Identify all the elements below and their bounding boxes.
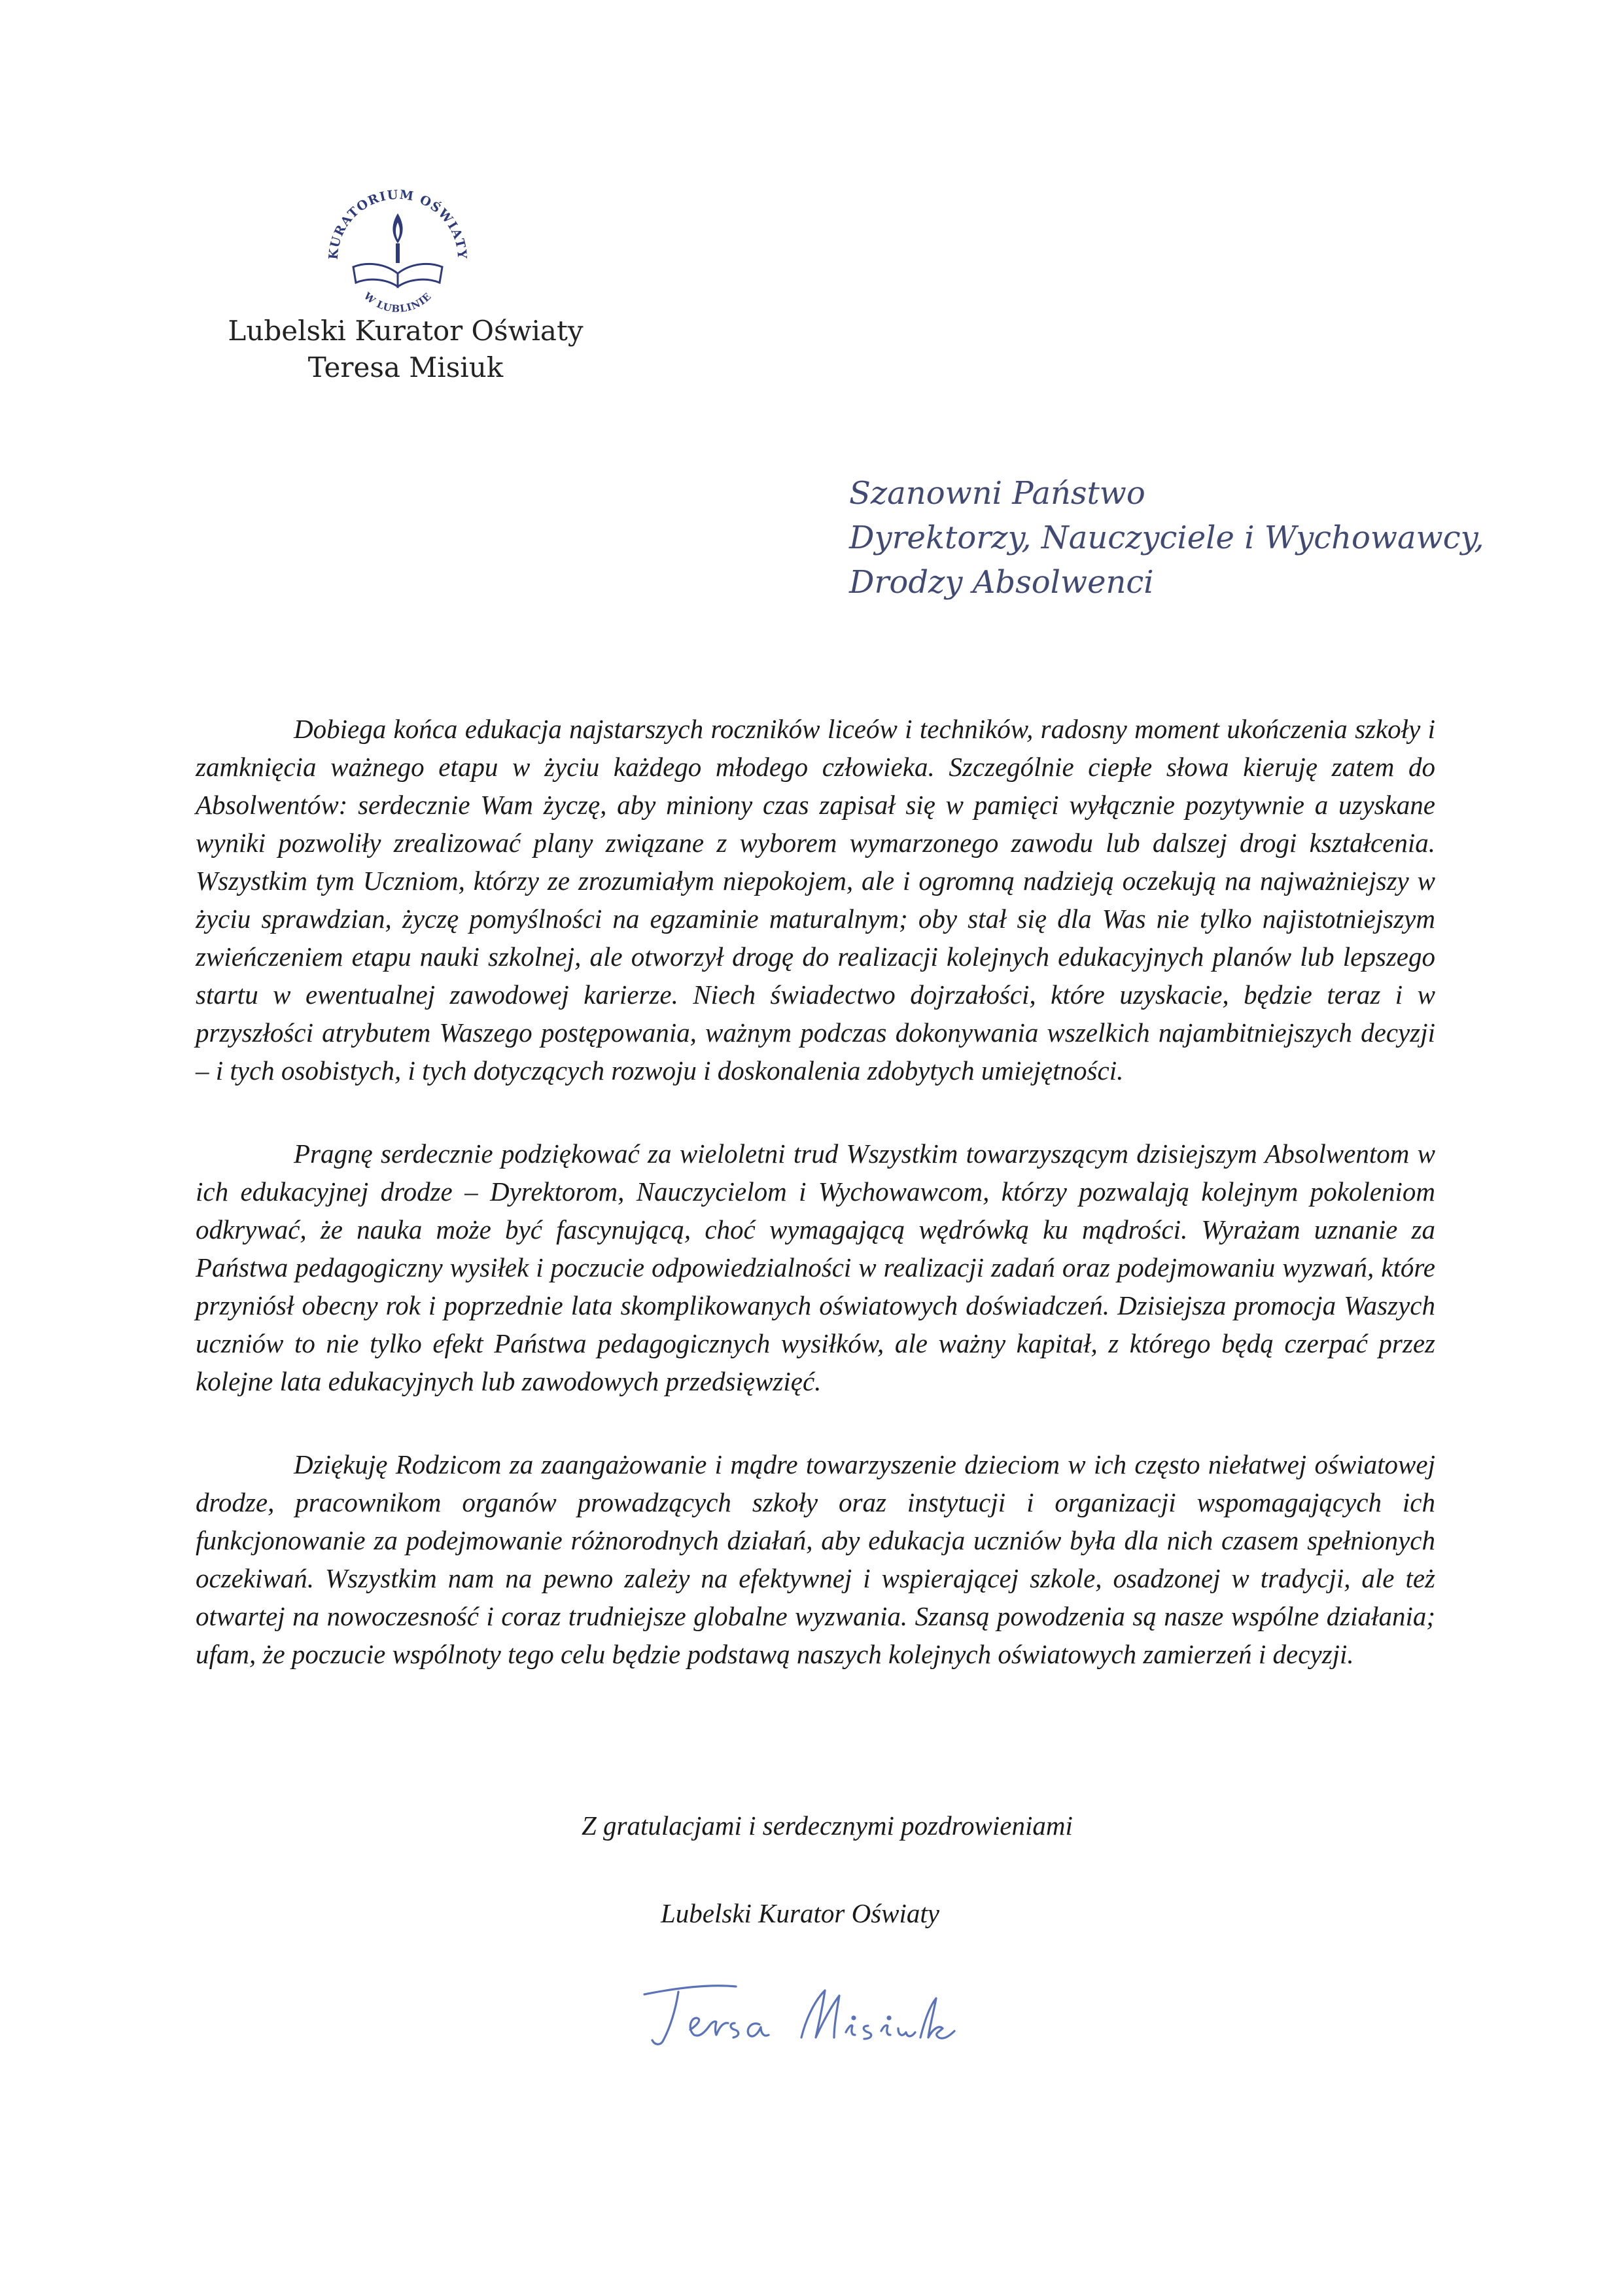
closing-greeting: Z gratulacjami i serdecznymi pozdrowieniami (582, 1810, 1073, 1841)
salutation-line-1: Szanowni Państwo (849, 475, 1145, 512)
body-paragraph-3: Dziękuję Rodzicom za zaangażowanie i mądre towarzyszenie dzieciom w ich często niełatwej oświatowej drodze, pracownikom organów prowadzących szkoły oraz instytucji i organizacji wspomagających ich funkcjonowanie za podejmowanie różnorodnych działań, aby edukacja uczniów była dla nich czasem spełnionych oczekiwań. Wszystkim nam na pewno zależy na efektywnej i wspierającej szkole, osadzonej w tradycji, ale też otwartej na nowoczesność i coraz trudniejsze globalne wyzwania. Szansą powodzenia są nasze wspólne działania; ufam, że poczucie wspólnoty tego celu będzie podstawą naszych kolejnych oświatowych zamierzeń i decyzji. (196, 1449, 1435, 1669)
body-paragraph-2: Pragnę serdecznie podziękować za wieloletni trud Wszystkim towarzyszącym dzisiejszym Absolwentom w ich edukacyjnej drodze – Dyrektorom, Nauczycielom i Wychowawcom, którzy pozwalają kolejnym pokoleniom odkrywać, że nauka może być fascynującą, choć wymagającą wędrówką ku mądrości. Wyrażam uznanie za Państwa pedagogiczny wysiłek i poczucie odpowiedzialności w realizacji zadań oraz podejmowaniu wyzwań, które przyniósł obecny rok i poprzednie lata skomplikowanych oświatowych doświadczeń. Dzisiejsza promocja Waszych uczniów to nie tylko efekt Państwa pedagogicznych wysiłków, ale ważny kapitał, z którego będą czerpać przez kolejne lata edukacyjnych lub zawodowych przedsięwzięć. (196, 1139, 1435, 1396)
kuratorium-logo (319, 175, 476, 332)
letter-body (196, 710, 1435, 1718)
body-paragraph-1: Dobiega końca edukacja najstarszych roczników liceów i techników, radosny moment ukończenia szkoły i zamknięcia ważnego etapu w życiu każdego młodego człowieka. Szczególnie ciepłe słowa kieruję zatem do Absolwentów: serdecznie Wam życzę, aby miniony czas zapisał się w pamięci wyłącznie pozytywnie a uzyskane wyniki pozwoliły zrealizować plany związane z wyborem wymarzonego zawodu lub dalszej drogi kształcenia. Wszystkim tym Uczniom, którzy ze zrozumiałym niepokojem, ale i ogromną nadzieją oczekują na najważniejszy w życiu sprawdzian, życzę pomyślności na egzaminie maturalnym; oby stał się dla Was nie tylko najistotniejszym zwieńczeniem etapu nauki szkolnej, ale otworzył drogę do realizacji kolejnych edukacyjnych planów lub lepszego startu w ewentualnej zawodowej karierze. Niech świadectwo dojrzałości, które uzyskacie, będzie teraz i w przyszłości atrybutem Waszego postępowania, ważnym podczas dokonywania wszelkich najambitniejszych decyzji – i tych osobistych, i tych dotyczących rozwoju i doskonalenia zdobytych umiejętności. (196, 714, 1435, 1086)
sender-name: Teresa Misiuk (307, 351, 504, 383)
handwritten-signature (638, 1969, 978, 2061)
logo-bottom-text: W LUBLINIE (361, 290, 434, 315)
closing-title: Lubelski Kurator Oświaty (661, 1898, 939, 1928)
open-book-icon (353, 264, 442, 287)
logo-top-text: KURATORIUM OŚWIATY (326, 187, 470, 260)
flame-icon (393, 213, 402, 263)
salutation-line-2: Dyrektorzy, Nauczyciele i Wychowawcy, (849, 520, 1484, 556)
salutation-line-3: Drodzy Absolwenci (849, 564, 1154, 601)
sender-title: Lubelski Kurator Oświaty (228, 315, 584, 347)
salutation-block (849, 471, 1503, 605)
sender-block (203, 313, 608, 386)
